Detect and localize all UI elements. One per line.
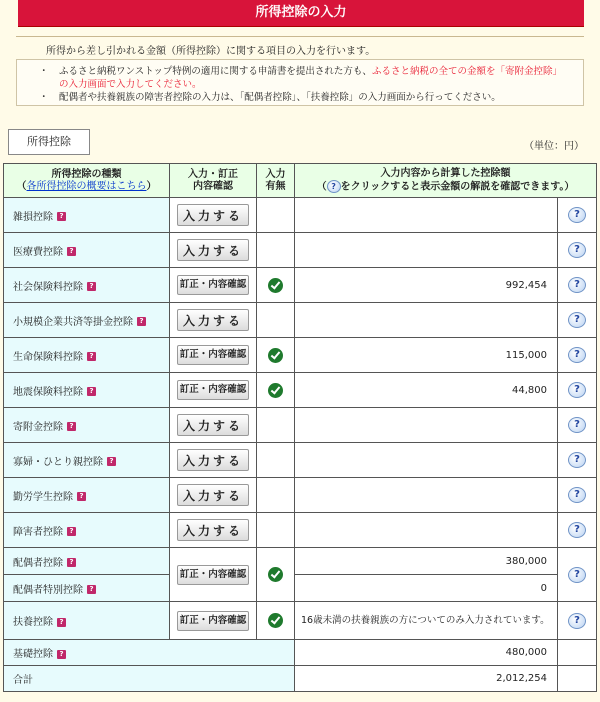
question-icon[interactable]: ? (57, 212, 66, 221)
help-icon[interactable]: ? (568, 382, 586, 398)
value-seimei: 115,000 (295, 338, 558, 373)
question-icon[interactable]: ? (67, 527, 76, 536)
help-icon[interactable]: ? (568, 242, 586, 258)
row-shogai: 障害者控除 ? 入力する ? (4, 513, 597, 548)
message-fuyo: 16歳未満の扶養親族の方についてのみ入力されています。 (295, 602, 558, 640)
table-header-row (4, 164, 597, 198)
check-icon (268, 278, 283, 293)
question-icon[interactable]: ? (67, 558, 76, 567)
row-haigusha: 配偶者控除 ? 訂正・内容確認 380,000 ? (4, 548, 597, 575)
question-icon[interactable]: ? (137, 317, 146, 326)
fix-button-shakai[interactable]: 訂正・内容確認 (177, 275, 249, 295)
help-icon[interactable]: ? (568, 452, 586, 468)
row-iryo: 医療費控除 ? 入力する ? (4, 233, 597, 268)
question-icon[interactable]: ? (87, 585, 96, 594)
row-haigusha-tokubetsu: 配偶者特別控除 ? 0 (4, 575, 597, 602)
row-total: 合計 2,012,254 (4, 666, 597, 692)
help-icon: ? (327, 180, 341, 193)
help-icon[interactable]: ? (568, 613, 586, 629)
question-icon[interactable]: ? (87, 387, 96, 396)
input-button-iryo[interactable]: 入力する (177, 239, 249, 261)
header-type: 所得控除の種類 （各所得控除の概要はこちら） (4, 164, 170, 198)
input-button-kafu[interactable]: 入力する (177, 449, 249, 471)
header-status: 入力 有無 (257, 164, 295, 198)
row-kafu: 寡婦・ひとり親控除 ? 入力する ? (4, 443, 597, 478)
note-2: ・ 配偶者や扶養親族の障害者控除の入力は、「配偶者控除」、「扶養控除」の入力画面から行ってください。 (39, 92, 501, 103)
check-icon (268, 613, 283, 628)
question-icon[interactable]: ? (57, 650, 66, 659)
intro-text: 所得から差し引かれる金額（所得控除）に関する項目の入力を行います。 (46, 46, 376, 57)
row-jishin: 地震保険料控除 ? 訂正・内容確認 44,800 ? (4, 373, 597, 408)
title-divider (16, 36, 584, 37)
question-icon[interactable]: ? (67, 422, 76, 431)
row-shokibo: 小規模企業共済等掛金控除 ? 入力する ? (4, 303, 597, 338)
help-icon[interactable]: ? (568, 522, 586, 538)
help-icon[interactable]: ? (568, 207, 586, 223)
value-jishin: 44,800 (295, 373, 558, 408)
check-icon (268, 383, 283, 398)
input-button-kinro[interactable]: 入力する (177, 484, 249, 506)
question-icon[interactable]: ? (77, 492, 86, 501)
row-seimei: 生命保険料控除 ? 訂正・内容確認 115,000 ? (4, 338, 597, 373)
question-icon[interactable]: ? (57, 618, 66, 627)
page-title-bar (18, 0, 584, 27)
row-kiso: 基礎控除 ? 480,000 (4, 640, 597, 666)
fix-button-seimei[interactable]: 訂正・内容確認 (177, 345, 249, 365)
page-title: 所得控除の入力 (255, 5, 347, 20)
question-icon[interactable]: ? (87, 282, 96, 291)
input-button-shogai[interactable]: 入力する (177, 519, 249, 541)
unit-label: （単位：円） (524, 141, 584, 152)
row-fuyo: 扶養控除 ? 訂正・内容確認 16歳未満の扶養親族の方についてのみ入力されています。 ? (4, 602, 597, 640)
deduction-table (3, 163, 597, 692)
header-action: 入力・訂正 内容確認 (170, 164, 257, 198)
value-total: 2,012,254 (295, 666, 558, 692)
fix-button-haigusha[interactable]: 訂正・内容確認 (177, 565, 249, 585)
help-icon[interactable]: ? (568, 417, 586, 433)
help-icon[interactable]: ? (568, 487, 586, 503)
help-icon[interactable]: ? (568, 312, 586, 328)
fix-button-jishin[interactable]: 訂正・内容確認 (177, 380, 249, 400)
note-1: ・ ふるさと納税ワンストップ特例の適用に関する申請書を提出された方も、ふるさと納税の全ての金額を「寄附金控除」 の入力画面で入力してください。 (39, 66, 562, 90)
value-shakai: 992,454 (295, 268, 558, 303)
help-icon[interactable]: ? (568, 347, 586, 363)
overview-link[interactable]: 各所得控除の概要はこちら (26, 180, 147, 192)
header-calc: 入力内容から計算した控除額 （ ? をクリックすると表示金額の解説を確認できます。） (295, 164, 597, 198)
value-haigusha: 380,000 (295, 548, 558, 575)
question-icon[interactable]: ? (87, 352, 96, 361)
value-haigusha-tokubetsu: 0 (295, 575, 558, 602)
input-button-shokibo[interactable]: 入力する (177, 309, 249, 331)
row-zasson: 雑損控除 ? 入力する ? (4, 198, 597, 233)
help-icon[interactable]: ? (568, 567, 586, 583)
question-icon[interactable]: ? (67, 247, 76, 256)
check-icon (268, 567, 283, 582)
row-shakai: 社会保険料控除 ? 訂正・内容確認 992,454 ? (4, 268, 597, 303)
row-kinro: 勤労学生控除 ? 入力する ? (4, 478, 597, 513)
value-kiso: 480,000 (295, 640, 558, 666)
input-button-kifu[interactable]: 入力する (177, 414, 249, 436)
tab-shotoku-kojo[interactable]: 所得控除 (8, 129, 90, 155)
check-icon (268, 348, 283, 363)
notes-box (16, 59, 584, 106)
row-kifu: 寄附金控除 ? 入力する ? (4, 408, 597, 443)
fix-button-fuyo[interactable]: 訂正・内容確認 (177, 611, 249, 631)
input-button-zasson[interactable]: 入力する (177, 204, 249, 226)
question-icon[interactable]: ? (107, 457, 116, 466)
help-icon[interactable]: ? (568, 277, 586, 293)
